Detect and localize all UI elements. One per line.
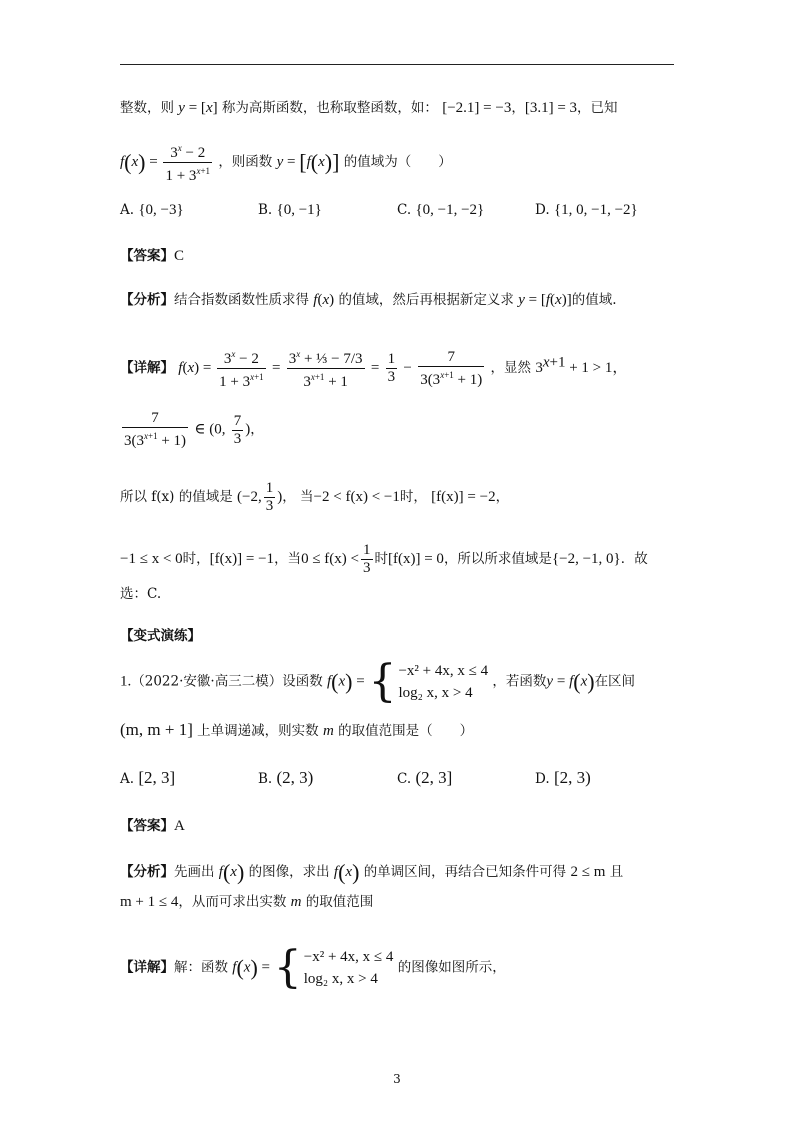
example-1: [−2.1] = −3 [442, 100, 512, 116]
q1-analysis: 【分析】结合指数函数性质求得 f(x) 的值域，然后再根据新定义求 y = [f(x)]的值域. [120, 292, 617, 308]
analysis-text: 的值域，然后再根据新定义求 [338, 292, 514, 308]
intro-line-1: 整数，则 y = [x] 称为高斯函数，也称取整函数，如： [−2.1] = −3，[3.1] = 3，已知 [120, 100, 618, 116]
detail-tag: 【详解】 [120, 959, 174, 976]
q1-option-a [120, 202, 184, 219]
intro-text-a: 整数，则 [120, 100, 174, 116]
detail-frac-2: $\frac{3^x + \frac{1}{3} - 7/3}{3^{x+1} + 1}$ [287, 346, 365, 391]
intro-line2-mid: ，则函数 [218, 154, 273, 170]
q2-option-c [397, 768, 452, 788]
q2-text: 在区间 [594, 673, 636, 690]
analysis-ineq: m + 1 ≤ 4 [120, 894, 179, 910]
q2-analysis-line-1: 【分析】先画出 f(x) 的图像，求出 f(x) 的单调区间，再结合已知条件可得 2 ≤ m 且 [120, 859, 624, 885]
variant-header [120, 626, 201, 646]
detail-frac-5: $\frac{7}{3(3^{x+1} + 1)}$ [124, 410, 187, 449]
option-value: [2, 3] [138, 768, 176, 787]
intro-text-b: 称为高斯函数，也称取整函数，如： [221, 100, 438, 116]
detail-text: 时， [182, 551, 210, 567]
intro-line-2: f(x) = $\frac{3^x - 2}{1 + 3^{x+1}}$ ，则函数 y = [f(x)] 的值域为（ ） [120, 140, 452, 185]
detail-frac-7: $\frac{1}{3}$ [265, 480, 274, 514]
example-2: [3.1] = 3 [524, 100, 578, 116]
q2-option-d [535, 768, 591, 788]
detail-text: 解：函数 [174, 959, 228, 976]
option-letter: D. [535, 202, 550, 218]
detail-text: ．故 [620, 551, 648, 567]
detail-cond: −2 < f(x) < −1 [313, 489, 400, 505]
q2-var-m: m [322, 723, 334, 739]
analysis-text: 的取值范围 [305, 894, 374, 910]
detail-result: [f(x)] = −1 [209, 551, 275, 567]
detail-text: ，当 [274, 551, 302, 567]
option-value: {1, 0, −1, −2} [553, 202, 638, 218]
piecewise-cases [398, 660, 488, 704]
page-number: 3 [393, 1072, 401, 1086]
piecewise-brace: { [368, 656, 397, 707]
option-letter: D. [535, 771, 550, 787]
intro-text-end: ，已知 [577, 100, 618, 116]
detail-set: {−2, −1, 0} [551, 551, 621, 567]
option-letter: B. [258, 202, 273, 218]
detail-cond: −1 ≤ x < 0 [120, 551, 183, 567]
analysis-text: ，从而可求出实数 [178, 894, 287, 910]
option-value: [2, 3) [553, 768, 591, 787]
q2-line-2 [120, 720, 473, 741]
q1-detail-line-5 [120, 584, 161, 604]
q1-answer [120, 246, 184, 266]
detail-ineq: 3 [535, 360, 543, 376]
analysis-text: 的值域. [571, 292, 617, 308]
option-letter: C. [397, 202, 412, 218]
detail-text: ， [495, 489, 510, 505]
option-value: {0, −3} [138, 202, 184, 218]
detail-frac-6: $\frac{7}{3}$ [233, 412, 242, 447]
q2-text: 的取值范围是（ ） [338, 723, 474, 739]
analysis-text: 且 [609, 864, 624, 880]
analysis-ineq: 2 ≤ m [570, 864, 606, 880]
detail-frac-8: $\frac{1}{3}$ [363, 542, 371, 576]
gauss-notation: y [178, 100, 185, 116]
intro-line2-end: 的值域为（ ） [343, 154, 452, 170]
case-1: −x² + 4x, x ≤ 4 [303, 949, 394, 965]
q1-detail-line-1: 【详解】 f(x) = $\frac{3^x - 2}{1 + 3^{x+1}}$ = $\frac{3^x + \frac{1}{3} - 7/3}{3^{x+1} + 1}$ = $\frac{1}{3}$ − $\frac{7}{3(3^{x+1} + 1)}$ ，显然 $3^{x+1} + 1 > 1$， [120, 346, 627, 391]
option-letter: A. [120, 202, 135, 218]
piecewise-brace: { [273, 942, 302, 993]
analysis-text: 的图像，求出 [248, 864, 330, 880]
detail-choose: 选：C. [120, 586, 162, 602]
analysis-tag: 【分析】 [120, 864, 174, 880]
detail-frac-4: $\frac{7}{3(3^{x+1} + 1)}$ [420, 348, 483, 388]
case-2: log₂ x, x > 4 [303, 971, 378, 987]
option-value: (2, 3] [415, 768, 453, 787]
detail-text: ， 当 [282, 489, 314, 505]
answer-tag: 【答案】 [120, 818, 174, 834]
q2-detail: 【详解】解：函数 f(x) = { −x² + 4x, x ≤ 4 log₂ x, x > 4 的图像如图所示， [120, 942, 506, 993]
q1-detail-line-4 [120, 542, 648, 577]
option-value: {0, −1} [276, 202, 322, 218]
q2-number: 1. [120, 673, 132, 690]
q1-option-c [397, 202, 484, 219]
detail-text: 时， [399, 489, 427, 505]
detail-frac-1: $\frac{3^x - 2}{1 + 3^{x+1}}$ [217, 346, 266, 391]
option-letter: C. [397, 771, 412, 787]
function-fraction: $\frac{3^x - 2}{1 + 3^{x+1}}$ [163, 140, 212, 185]
separator: ， [511, 100, 525, 116]
analysis-text: 先画出 [174, 864, 215, 880]
q2-text: ，若函数 [492, 673, 547, 690]
q1-detail-line-2: $\frac{7}{3(3^{x+1} + 1)}$ ∈ (0, $\frac{7}{3}$ )， [124, 410, 264, 449]
q2-line-1: 1.（2022·安徽·高三二模）设函数 f(x) = { −x² + 4x, x ≤ 4 log₂ x, x > 4 ，若函数y = f(x)在区间 [120, 656, 636, 707]
detail-result: [f(x)] = −2 [431, 489, 496, 505]
detail-result: [f(x)] = 0 [388, 551, 444, 567]
piecewise-cases [304, 946, 394, 990]
option-letter: A. [120, 771, 135, 787]
q2-source: （2022·安徽·高三二模） [131, 673, 283, 690]
detail-text: 时 [374, 551, 388, 567]
q2-option-b [258, 768, 313, 788]
option-value: (2, 3) [276, 768, 314, 787]
q1-option-d [535, 202, 638, 219]
option-value: {0, −1, −2} [415, 202, 485, 218]
case-2: log₂ x, x > 4 [398, 685, 473, 701]
analysis-tag: 【分析】 [120, 292, 174, 308]
q2-interval: (m, m + 1] [120, 720, 193, 739]
q2-option-a [120, 768, 175, 788]
q1-detail-line-3: 所以 f(x) 的值域是 (−2, $\frac{1}{3}$ )， 当−2 < f(x) < −1时， [f(x)] = −2， [120, 480, 510, 514]
detail-text: ，所以所求值域是 [443, 551, 552, 567]
detail-text: 所以 f(x) 的值域是 [120, 489, 233, 505]
answer-value: A [174, 818, 185, 834]
answer-tag: 【答案】 [120, 248, 174, 264]
header-rule [120, 64, 674, 65]
q2-answer [120, 816, 185, 836]
option-letter: B. [258, 771, 273, 787]
analysis-text: 的单调区间，再结合已知条件可得 [363, 864, 567, 880]
q2-lead: 设函数 [282, 673, 323, 690]
analysis-text: 结合指数函数性质求得 [174, 292, 309, 308]
case-1: −x² + 4x, x ≤ 4 [398, 663, 489, 679]
detail-text: 的图像如图所示， [397, 959, 506, 976]
variant-header-text: 【变式演练】 [120, 628, 201, 644]
q2-text: 上单调递减，则实数 [197, 723, 319, 739]
answer-value: C [174, 248, 185, 264]
q1-option-b [258, 202, 322, 219]
detail-tag: 【详解】 [120, 360, 174, 376]
detail-text: ，显然 [490, 360, 532, 376]
q2-analysis-line-2: m + 1 ≤ 4，从而可求出实数 m 的取值范围 [120, 894, 374, 910]
detail-ineq-tail: + 1 > 1， [565, 360, 628, 376]
detail-cond: 0 ≤ f(x) < [301, 551, 359, 567]
detail-frac-3: $\frac{1}{3}$ [387, 351, 396, 385]
